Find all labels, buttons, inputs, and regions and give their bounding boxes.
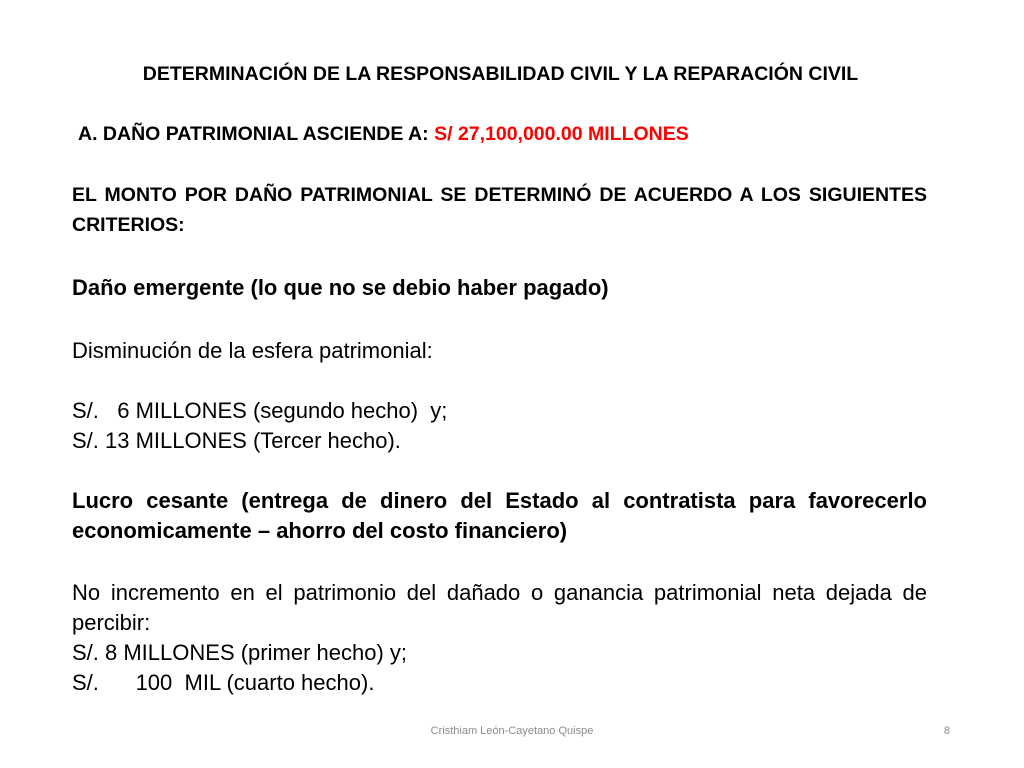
criteria-intro: EL MONTO POR DAÑO PATRIMONIAL SE DETERMINÓ DE ACUERDO A LOS SIGUIENTES CRITERIOS:: [72, 184, 927, 236]
dano-emergente-amounts: [72, 396, 927, 456]
amount-line: S/. 8 MILLONES (primer hecho) y;: [72, 640, 407, 665]
dano-emergente-heading: Daño emergente (lo que no se debio haber pagado): [72, 275, 609, 300]
footer-author: Cristhiam León-Cayetano Quispe: [430, 725, 594, 737]
amount-line: S/. 6 MILLONES (segundo hecho) y;: [72, 398, 448, 423]
lucro-cesante-block: [72, 578, 927, 698]
slide-title: DETERMINACIÓN DE LA RESPONSABILIDAD CIVIL Y LA REPARACIÓN CIVIL: [142, 63, 859, 85]
amount-line: S/. 100 MIL (cuarto hecho).: [72, 670, 375, 695]
slide-subtitle: [78, 122, 689, 146]
amount-line: S/. 13 MILLONES (Tercer hecho).: [72, 428, 401, 453]
subtitle-prefix: A. DAÑO PATRIMONIAL ASCIENDE A:: [78, 123, 435, 145]
lucro-cesante-heading: Lucro cesante (entrega de dinero del Estado al contratista para favorecerlo economicamente – ahorro del costo financiero): [72, 488, 927, 543]
page-number: 8: [943, 725, 950, 737]
subtitle-amount: S/ 27,100,000.00 MILLONES: [434, 123, 689, 145]
dano-emergente-description: Disminución de la esfera patrimonial:: [72, 338, 433, 363]
lucro-cesante-description: No incremento en el patrimonio del dañado o ganancia patrimonial neta dejada de percibir:: [72, 580, 927, 635]
